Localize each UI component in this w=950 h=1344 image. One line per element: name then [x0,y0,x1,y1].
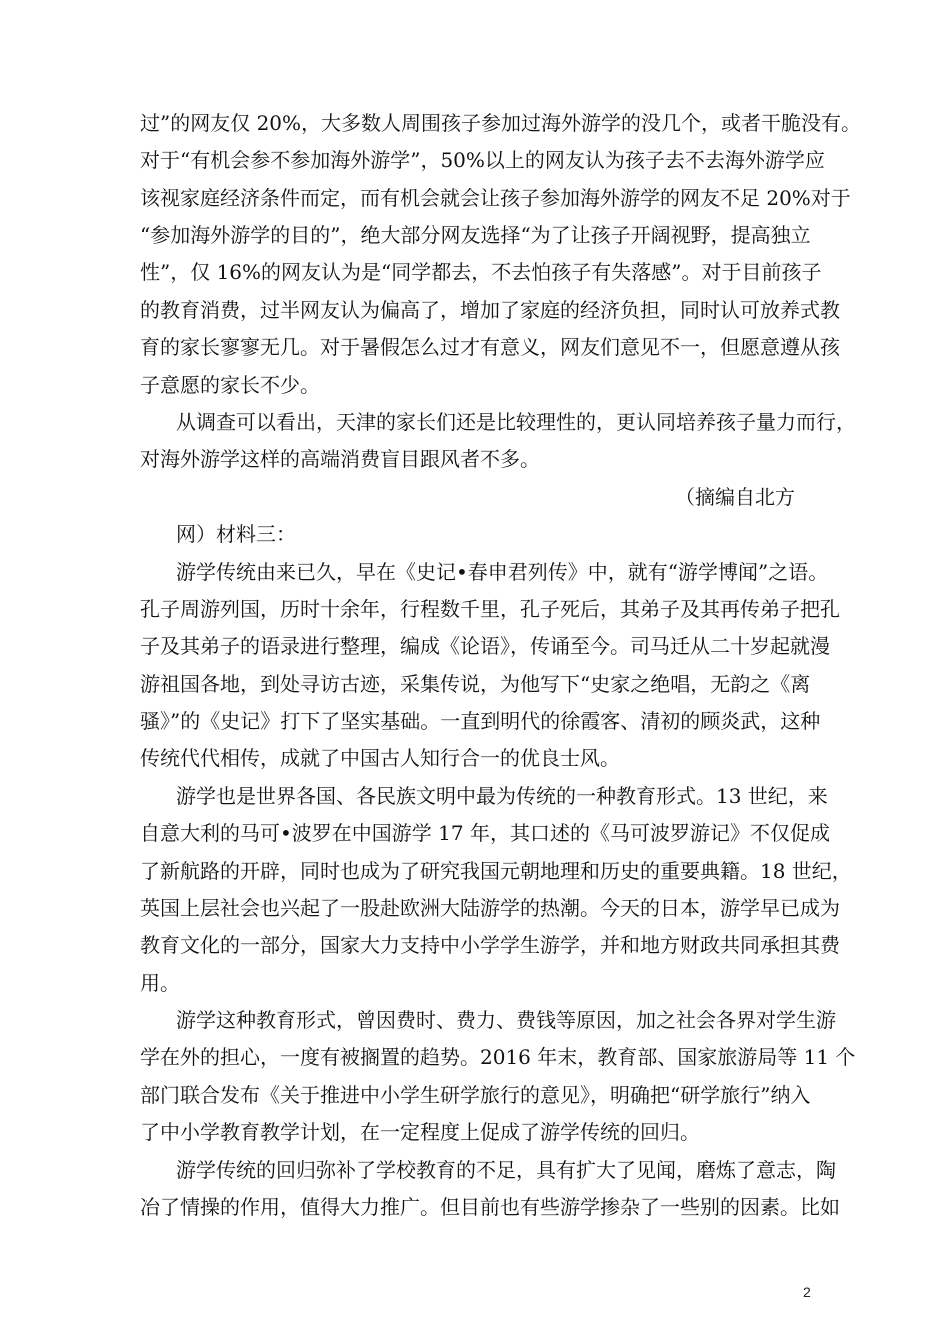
paragraph1-line7: 育的家长寥寥无几。对于暑假怎么过才有意义，网友们意见不一，但愿意遵从孩 [140,335,840,359]
paragraph5-line1: 游学这种教育形式，曾因费时、费力、费钱等原因，加之社会各界对学生游 [176,1008,836,1032]
paragraph4-line5: 教育文化的一部分，国家大力支持中小学学生游学，并和地方财政共同承担其费 [140,933,840,957]
paragraph5-line4: 了中小学教育教学计划，在一定程度上促成了游学传统的回归。 [140,1120,700,1144]
page-number: 2 [803,1284,811,1300]
paragraph3-line5: 骚》”的《史记》打下了坚实基础。一直到明代的徐霞客、清初的顾炎武，这种 [140,709,821,733]
paragraph6-line2: 冶了情操的作用，值得大力推广。但目前也有些游学掺杂了一些别的因素。比如 [140,1195,840,1219]
paragraph1-line2: 对于“有机会参不参加海外游学”，50%以上的网友认为孩子去不去海外游学应 [140,148,825,172]
paragraph4-line2: 自意大利的马可•波罗在中国游学 17 年，其口述的《马可波罗游记》不仅促成 [140,821,830,845]
paragraph1-line8: 子意愿的家长不少。 [140,373,320,397]
material-three-heading: 网）材料三： [176,522,296,546]
paragraph4-line3: 了新航路的开辟，同时也成为了研究我国元朝地理和历史的重要典籍。18 世纪， [140,859,852,883]
paragraph3-line4: 游祖国各地，到处寻访古迹，采集传说，为他写下“史家之绝唱，无韵之《离 [140,672,811,696]
paragraph3-line3: 子及其弟子的语录进行整理，编成《论语》，传诵至今。司马迁从二十岁起就漫 [140,634,830,658]
paragraph5-line3: 部门联合发布《关于推进中小学生研学旅行的意见》，明确把“研学旅行”纳入 [140,1083,811,1107]
paragraph1-line3: 该视家庭经济条件而定，而有机会就会让孩子参加海外游学的网友不足 20%对于 [140,186,851,210]
paragraph1-line4: “参加海外游学的目的”，绝大部分网友选择“为了让孩子开阔视野，提高独立 [140,223,811,247]
paragraph4-line1: 游学也是世界各国、各民族文明中最为传统的一种教育形式。13 世纪，来 [176,784,828,808]
paragraph4-line6: 用。 [140,971,180,995]
paragraph3-line1: 游学传统由来已久，早在《史记•春申君列传》中，就有“游学博闻”之语。 [176,560,829,584]
paragraph6-line1: 游学传统的回归弥补了学校教育的不足，具有扩大了见闻，磨炼了意志，陶 [176,1158,836,1182]
paragraph5-line2: 学在外的担心，一度有被搁置的趋势。2016 年末，教育部、国家旅游局等 11 个 [140,1045,856,1069]
paragraph3-line6: 传统代代相传，成就了中国古人知行合一的优良士风。 [140,746,620,770]
paragraph1-line1: 过”的网友仅 20%，大多数人周围孩子参加过海外游学的没几个，或者干脆没有。 [140,111,862,135]
paragraph2-line2: 对海外游学这样的高端消费盲目跟风者不多。 [140,447,540,471]
paragraph1-line5: 性”，仅 16%的网友认为是“同学都去，不去怕孩子有失落感”。对于目前孩子 [140,260,822,284]
paragraph2-line1: 从调查可以看出，天津的家长们还是比较理性的，更认同培养孩子量力而行， [176,410,856,434]
source-attribution: （摘编自北方 [675,485,795,509]
paragraph3-line2: 孔子周游列国，历时十余年，行程数千里，孔子死后，其弟子及其再传弟子把孔 [140,597,840,621]
paragraph1-line6: 的教育消费，过半网友认为偏高了，增加了家庭的经济负担，同时认可放养式教 [140,298,840,322]
paragraph4-line4: 英国上层社会也兴起了一股赴欧洲大陆游学的热潮。今天的日本，游学早已成为 [140,896,840,920]
